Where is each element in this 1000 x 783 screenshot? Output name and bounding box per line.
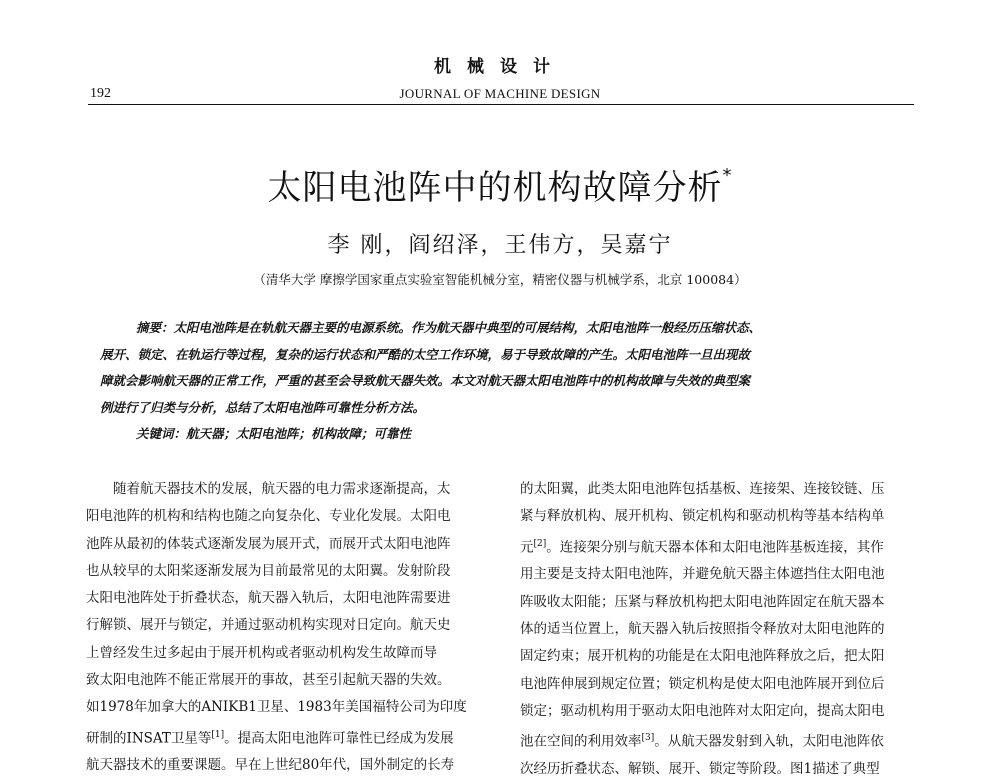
body-line-text: 研制的INSAT卫星等 [86, 730, 212, 747]
citation-ref: [2] [533, 538, 547, 549]
body-line [520, 725, 925, 756]
body-line-tail: 。从航天器发射到入轨，太阳电池阵依 [654, 733, 884, 750]
body-line: 次经历折叠状态、解锁、展开、锁定等阶段。图1描述了典型 [520, 760, 880, 777]
body-line: 体的适当位置上，航天器入轨后按照指令释放对太阳电池阵的 [520, 620, 885, 637]
paper-title-text: 太阳电池阵中的机构故障分析 [267, 168, 723, 208]
abstract-line: 例进行了归类与分析，总结了太阳电池阵可靠性分析方法。 [100, 399, 426, 415]
citation-ref: [3] [641, 733, 655, 744]
body-line-tail: 。连接架分别与航天器本体和太阳电池阵基板连接，其作 [546, 539, 884, 556]
body-line: 也从较早的太阳桨逐渐发展为目前最常见的太阳翼。发射阶段 [86, 562, 451, 579]
body-line-text: 元 [520, 539, 534, 556]
body-line [86, 722, 491, 753]
body-line: 随着航天器技术的发展，航天器的电力需求逐渐提高，太 [113, 481, 451, 497]
body-line: 用主要是支持太阳电池阵，并避免航天器主体遮挡住太阳电池 [520, 566, 885, 583]
paper-authors: 李 刚，阎绍泽，王伟方，吴嘉宁 [327, 233, 673, 258]
body-line: 固定约束；展开机构的功能是在太阳电池阵释放之后，把太阳 [520, 648, 885, 665]
body-line-tail: 。提高太阳电池阵可靠性已经成为发展 [224, 730, 454, 747]
body-line: 太阳电池阵处于折叠状态，航天器入轨后，太阳电池阵需要进 [86, 590, 451, 607]
keywords: 关键词：航天器；太阳电池阵；机构故障；可靠性 [136, 426, 412, 441]
body-line: 致太阳电池阵不能正常展开的事故，甚至引起航天器的失效。 [86, 672, 451, 689]
body-line: 的太阳翼，此类太阳电池阵包括基板、连接架、连接铰链、压 [520, 481, 885, 497]
body-line: 阳电池阵的机构和结构也随之向复杂化、专业化发展。太阳电 [86, 508, 451, 525]
paper-title [0, 160, 1000, 209]
abstract [100, 315, 900, 421]
body-line [520, 531, 925, 562]
journal-header-en: JOURNAL OF MACHINE DESIGN [399, 86, 601, 101]
abstract-line: 展开、锁定、在轨运行等过程，复杂的运行状态和严酷的太空工作环境，易于导致故障的产生。太阳电池阵一旦出现故 [100, 346, 751, 362]
body-line: 阵吸收太阳能；压紧与释放机构把太阳电池阵固定在航天器本 [520, 593, 885, 610]
body-line: 池阵从最初的体装式逐渐发展为展开式，而展开式太阳电池阵 [86, 535, 451, 552]
body-line: 锁定；驱动机构用于驱动太阳电池阵对太阳定向，提高太阳电 [520, 702, 885, 719]
body-left-column [86, 476, 491, 780]
body-line: 紧与释放机构、展开机构、锁定机构和驱动机构等基本结构单 [520, 508, 885, 525]
body-line: 航天器技术的重要课题。早在上世纪80年代，国外制定的长寿 [86, 757, 455, 774]
paper-affiliation: （清华大学 摩擦学国家重点实验室智能机械分室，精密仪器与机械学系，北京 100084） [253, 272, 747, 287]
body-line: 如1978年加拿大的ANIKB1卫星、1983年美国福特公司为印度 [86, 699, 467, 716]
abstract-line: 摘要：太阳电池阵是在轨航天器主要的电源系统。作为航天器中典型的可展结构，太阳电池阵一般经历压缩状态、 [136, 320, 762, 335]
body-line: 上曾经发生过多起由于展开机构或者驱动机构发生故障而导 [86, 644, 437, 661]
body-line: 行解锁、展开与锁定，并通过驱动机构实现对日定向。航天史 [86, 617, 451, 634]
body-right-column [520, 476, 925, 783]
title-footnote-mark: * [722, 164, 733, 186]
page-number: 192 [90, 86, 111, 101]
abstract-line: 障就会影响航天器的正常工作，严重的甚至会导致航天器失效。本文对航天器太阳电池阵中的机构故障与失效的典型案 [100, 373, 751, 388]
header-rule [88, 104, 914, 105]
body-line-text: 池在空间的利用效率 [520, 733, 642, 750]
journal-header-cn: 机械设计 [434, 57, 566, 77]
body-line: 电池阵伸展到规定位置；锁定机构是使太阳电池阵展开到位后 [520, 675, 885, 692]
citation-ref: [1] [211, 729, 225, 740]
